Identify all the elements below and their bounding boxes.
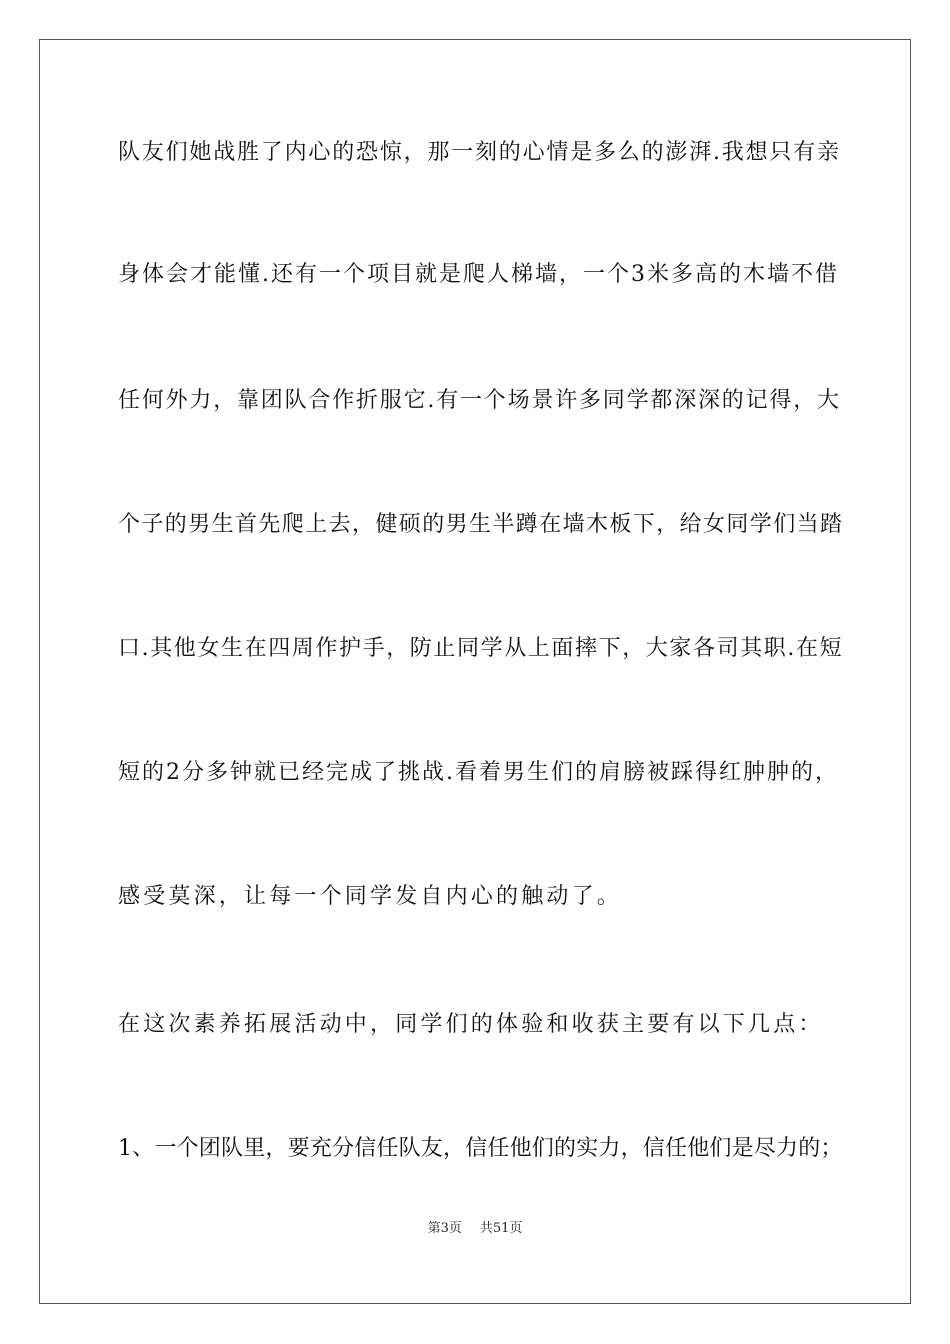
body-line-8: 在这次素养拓展活动中，同学们的体验和收获主要有以下几点：	[118, 1012, 824, 1037]
body-line-1: 队友们她战胜了内心的恐惊，那一刻的心情是多么的澎湃.我想只有亲	[118, 140, 841, 165]
body-line-4: 个子的男生首先爬上去，健硕的男生半蹲在墙木板下，给女同学们当踏	[118, 512, 844, 537]
page-total: 共51页	[479, 1221, 523, 1236]
body-line-6: 短的2分多钟就已经完成了挑战.看着男生们的肩膀被踩得红肿肿的，	[118, 760, 839, 785]
page-border	[39, 39, 911, 1304]
body-line-9: 1、一个团队里，要充分信任队友，信任他们的实力，信任他们是尽力的；	[118, 1136, 843, 1161]
body-line-7: 感受莫深，让每一个同学发自内心的触动了。	[118, 884, 623, 909]
page-number: 第3页	[427, 1221, 462, 1236]
body-line-2: 身体会才能懂.还有一个项目就是爬人梯墙，一个3米多高的木墙不借	[118, 262, 839, 287]
body-line-3: 任何外力，靠团队合作折服它.有一个场景许多同学都深深的记得，大	[118, 388, 841, 413]
page-footer	[0, 1220, 950, 1238]
body-line-5: 口.其他女生在四周作护手，防止同学从上面摔下，大家各司其职.在短	[118, 636, 844, 661]
